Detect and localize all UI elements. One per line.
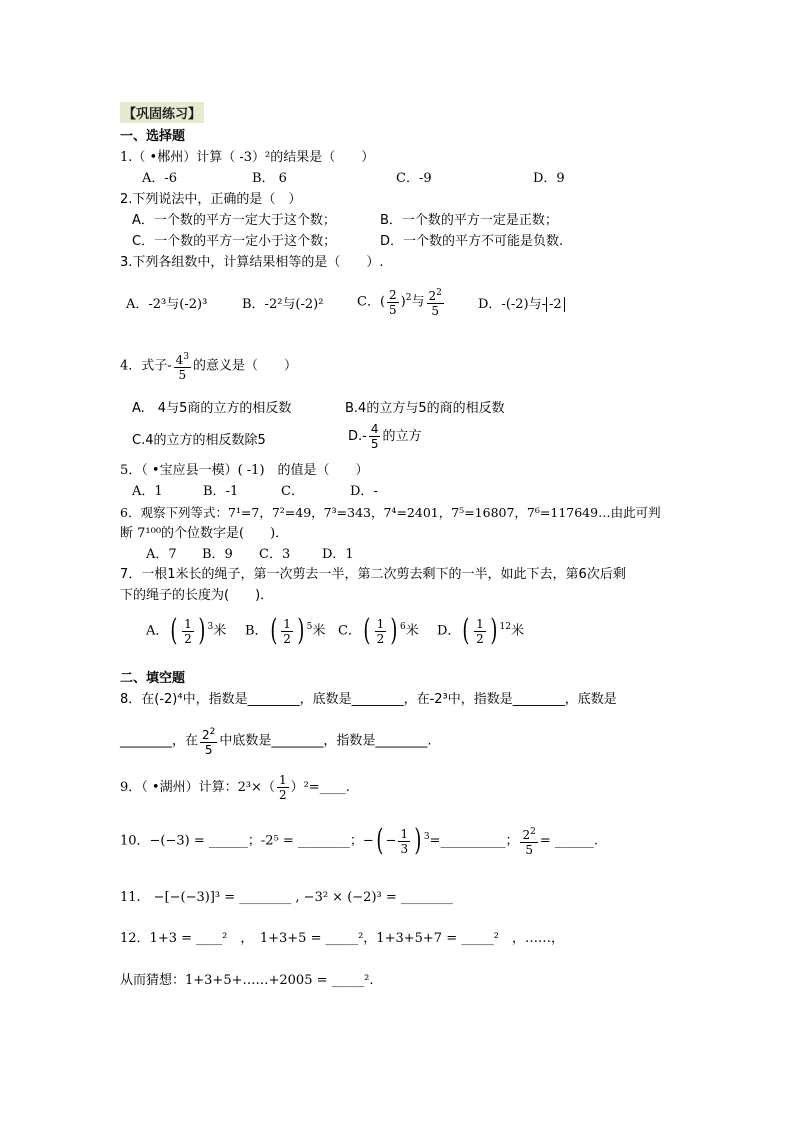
q5-option-c: C． [281, 484, 304, 499]
q9-stem [120, 773, 350, 802]
section1-title: 一、选择题 [120, 129, 186, 144]
q3-option-a: A．-2³与(-2)³ [126, 297, 208, 312]
q2-option-a: A．一个数的平方一定大于这个数； [132, 213, 336, 228]
q7-d-unit: 米 [510, 623, 524, 639]
q4-d-prefix: D.- [348, 429, 367, 444]
q7-b-label: B． [245, 623, 268, 639]
q3-stem: 3.下列各组数中，计算结果相等的是（ ）. [120, 255, 384, 270]
fraction: $\frac{1}{2}$ [283, 616, 291, 646]
q4-option-b: B.4的立方与5的商的相反数 [345, 401, 505, 416]
q11-stem: 11. −[−(−3)]³ = ________ , −3² × (−2)³ = ________ [120, 890, 453, 905]
q10-mid: =__________； [429, 833, 519, 849]
q6-option-c: C．3 [259, 547, 291, 562]
q7-b-unit: 米 [312, 623, 326, 639]
q7-b-exponent: 5 [306, 622, 313, 633]
q7-stem-line2: 下的绳子的长度为( )． [120, 588, 274, 603]
q5-option-a: A．1 [132, 484, 163, 499]
fraction: $\frac{2^2}{5}$ [428, 288, 442, 318]
fraction: $\frac{1}{2}$ [278, 773, 287, 802]
q7-a-unit: 米 [213, 623, 227, 639]
section2-title: 二、填空题 [120, 671, 186, 686]
q7-option-a: A．( $\frac{1}{2}$ ) $^3$米 [146, 613, 227, 648]
q8-line2-a: ________，在 [120, 733, 199, 749]
fraction: $\frac{4}{5}$ [370, 422, 379, 451]
q7-d-exponent: 12 [499, 622, 511, 633]
q1-option-d: D．9 [533, 171, 565, 186]
q2-option-c: C．一个数的平方一定小于这个数； [132, 234, 337, 249]
q6-option-d: D．1 [322, 547, 354, 562]
q4-suffix: 的意义是（ ） [193, 358, 298, 374]
q5-option-d: D．- [350, 484, 378, 499]
q8-line2-b: 中底数是________，指数是________. [219, 733, 432, 749]
fraction: $\frac{2}{5}$ [389, 287, 397, 317]
q7-c-unit: 米 [405, 623, 419, 639]
q7-c-exponent: 6 [400, 622, 406, 633]
q7-option-b: B．( $\frac{1}{2}$ ) $^5$米 [245, 613, 326, 648]
q7-option-d: D．( $\frac{1}{2}$ ) $^{12}$米 [437, 613, 524, 648]
q4-option-a: A. 4与5商的立方的相反数 [132, 401, 292, 416]
q3-option-c: C．( $\frac{2}{5}$ )$^2$与 $\frac{2^2}{5}$ [357, 287, 442, 318]
q2-option-d: D．一个数的平方不可能是负数. [380, 234, 564, 249]
q4-option-d [348, 422, 422, 451]
fraction: $\frac{1}{3}$ [400, 826, 409, 856]
absolute-value [546, 297, 565, 312]
fraction: $\frac{1}{2}$ [376, 616, 385, 646]
q6-stem-line2: 断 7¹⁰⁰的个位数字是( )． [120, 526, 289, 541]
q6-stem-line1: 6．观察下列等式：7¹=7，7²=49，7³=343，7⁴=2401，7⁵=16807，7⁶=117649…由此可判 [120, 505, 661, 520]
q5-option-b: B．-1 [203, 484, 239, 499]
fraction: $\frac{2^2}{5}$ [202, 727, 216, 757]
q1-option-b: B． 6 [252, 171, 287, 186]
q4-option-c: C.4的立方的相反数除5 [132, 433, 266, 448]
q6-option-a: A．7 [146, 547, 177, 562]
q8-stem-line1: 8．在(-2)⁴中，指数是________，底数是________，在-2³中，指数是________，底数是 [120, 692, 617, 707]
q7-d-label: D． [437, 623, 461, 639]
q7-option-c: C．( $\frac{1}{2}$ ) $^6$米 [338, 613, 419, 648]
q7-c-label: C． [338, 623, 361, 639]
q2-option-b: B．一个数的平方一定是正数； [380, 213, 558, 228]
q10-suffix: = ______. [539, 833, 598, 849]
q13-stem: 从而猜想：1+3+5+……+2005 = _____². [120, 973, 374, 988]
q10-prefix: 10．−(−3) = ______；-2⁵ = ________；− [120, 833, 374, 849]
q7-a-label: A． [146, 623, 169, 639]
fraction: $\frac{2^2}{5}$ [522, 827, 536, 857]
q3-c-mid: 与 [411, 294, 425, 310]
q8-stem-line2 [120, 725, 432, 757]
q7-stem-line1: 7．一根1米长的绳子，第一次剪去一半，第二次剪去剩下的一半，如此下去，第6次后剩 [120, 567, 626, 582]
q3-d-prefix: D．-(-2)与- [478, 297, 547, 312]
q4-stem [120, 350, 297, 382]
q3-option-b: B．-2²与(-2)² [242, 297, 324, 312]
q1-stem: 1.（ •郴州）计算（ -3）²的结果是（ ） [120, 150, 375, 165]
section-tag: 【巩固练习】 [120, 102, 204, 123]
q3-c-prefix: C． [357, 294, 380, 310]
fraction: $\frac{1}{2}$ [184, 616, 192, 646]
q9-prefix: 9．（ •湖州）计算：2³×（ [120, 780, 275, 795]
q2-stem: 2.下列说法中，正确的是（ ） [120, 192, 302, 207]
q1-option-a: A．-6 [142, 171, 178, 186]
q4-d-suffix: 的立方 [382, 429, 422, 444]
q5-stem: 5．（ •宝应县一模）( -1) 的值是（ ） [120, 463, 369, 478]
q1-option-c: C．-9 [396, 171, 432, 186]
q6-option-b: B．9 [202, 547, 233, 562]
q7-a-exponent: 3 [207, 622, 214, 633]
q3-d-abs: -2 [549, 297, 562, 312]
q3-option-d [478, 296, 565, 314]
q9-suffix: ）²=____. [290, 780, 350, 795]
fraction: $\frac{1}{2}$ [476, 616, 484, 646]
q12-stem: 12．1+3 = ____² ， 1+3+5 = _____²，1+3+5+7 = _____² ，……， [120, 931, 564, 946]
fraction: $\frac{4^3}{5}$ [175, 352, 190, 382]
q10-stem: 10．−(−3) = ______；-2⁵ = ________；−( − $\frac{1}{3}$ ) $^3$=__________； $\frac{2^2}{5}$ = ______. [120, 823, 598, 858]
q4-prefix: 4．式子- [120, 358, 172, 374]
